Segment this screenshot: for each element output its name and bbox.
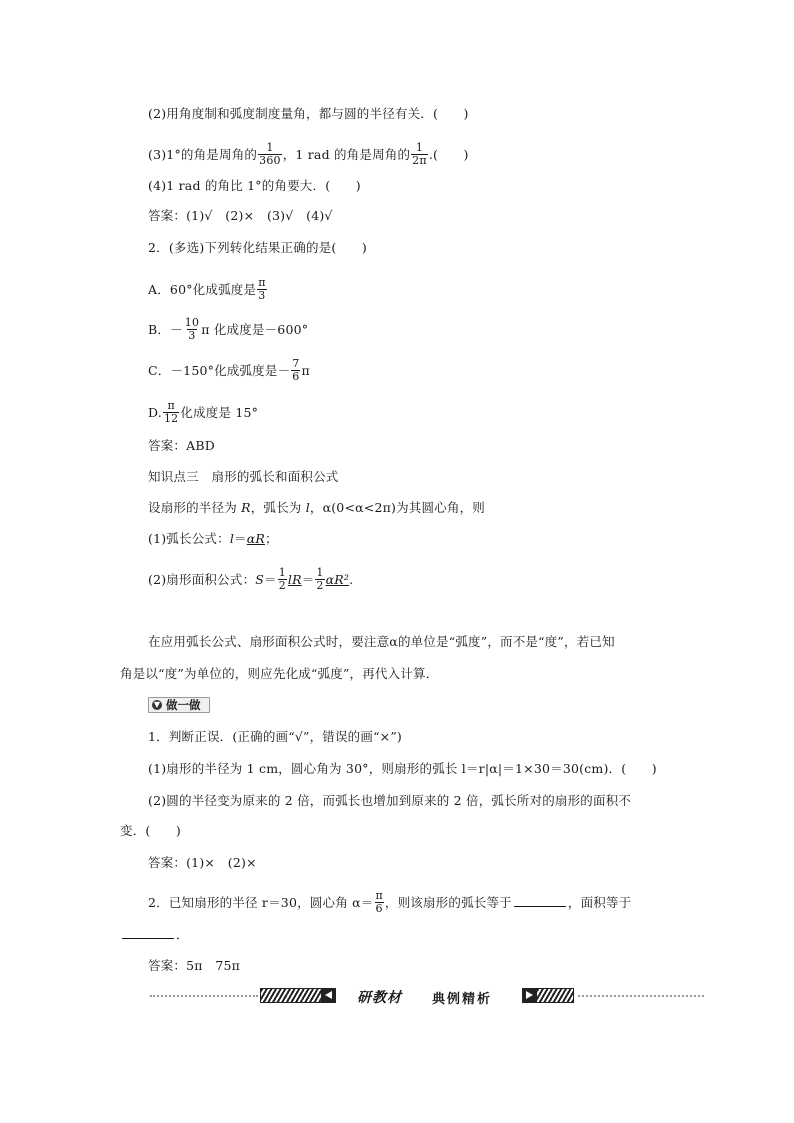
note-line-2: 角是以“度”为单位的，则应先化成“弧度”，再代入计算． — [120, 666, 439, 681]
knowledge-point-3: 知识点三 扇形的弧长和面积公式 — [148, 469, 339, 484]
option-a: A．60°化成弧度是 $\frac{\pi}{3}$ — [148, 276, 266, 302]
fraction-1-2: $\frac{1}{2}$ — [316, 566, 324, 592]
dotted-rule-right — [578, 995, 704, 997]
practice-statement-1: (1)扇形的半径为 1 cm，圆心角为 30°，则扇形的弧长 l＝r|α|＝1×30＝30(cm)．( ) — [148, 761, 657, 776]
stripe-bar-right — [536, 988, 574, 1003]
dotted-rule-left — [150, 995, 258, 997]
practice-statement-2-line-1: (2)圆的半径变为原来的 2 倍，而弧长也增加到原来的 2 倍，弧长所对的扇形的面积不 — [148, 793, 632, 808]
answer-3: 答案：(1)× (2)× — [148, 855, 257, 870]
fraction-pi-12: $\frac{\pi}{12}$ — [163, 399, 179, 425]
banner-subtitle: 典例精析 — [432, 992, 493, 1007]
arc-length-blank[interactable] — [514, 894, 566, 907]
chevron-left-icon — [322, 988, 336, 1003]
option-d: D. $\frac{\pi}{12}$ 化成度是 15° — [148, 399, 259, 425]
sector-area-formula: (2)扇形面积公式：S＝ $\frac{1}{2}$ lR＝ $\frac{1}{2}$ αR². — [148, 566, 354, 592]
practice-tag: ▼ 做一做 — [148, 697, 210, 713]
fraction-1-2pi: $\frac{1}{2\pi}$ — [412, 141, 427, 167]
note-line-1: 在应用弧长公式、扇形面积公式时，要注意α的单位是“弧度”，而不是“度”，若已知 — [148, 634, 615, 649]
fraction-10-3: $\frac{10}{3}$ — [184, 316, 200, 342]
option-c: C．－150°化成弧度是－ $\frac{7}{6}$ π — [148, 357, 310, 383]
banner-title: 研教材 — [357, 990, 402, 1006]
fraction-pi-3: $\frac{\pi}{3}$ — [258, 276, 266, 302]
practice-statement-2-line-2: 变．( ) — [120, 823, 181, 838]
answer-1: 答案：(1)√ (2)× (3)√ (4)√ — [148, 208, 333, 223]
problem-2: 2．(多选)下列转化结果正确的是( ) — [148, 240, 367, 255]
stripe-bar-left — [260, 988, 322, 1003]
sector-setup: 设扇形的半径为 R，弧长为 l，α(0<α<2π)为其圆心角，则 — [148, 500, 485, 515]
statement-2: (2)用角度制和弧度制度量角，都与圆的半径有关．( ) — [148, 106, 469, 121]
fraction-pi-6: $\frac{\pi}{6}$ — [375, 889, 383, 915]
answer-4: 答案：5π 75π — [148, 958, 241, 973]
practice-problem-1: 1．判断正误．(正确的画“√”，错误的画“×”) — [148, 729, 403, 744]
section-banner — [150, 985, 710, 1007]
fraction-7-6: $\frac{7}{6}$ — [292, 357, 300, 383]
answer-2: 答案：ABD — [148, 438, 215, 453]
area-blank[interactable] — [122, 926, 174, 939]
statement-4: (4)1 rad 的角比 1°的角要大．( ) — [148, 178, 361, 193]
arc-length-formula: (1)弧长公式：l＝αR； — [148, 531, 278, 546]
statement-3: (3)1°的角是周角的 $\frac{1}{360}$ ，1 rad 的角是周角的 $\frac{1}{2\pi}$ .( ) — [148, 141, 469, 167]
chevron-down-icon: ▼ — [153, 700, 161, 709]
practice-problem-2-line-2: ． — [120, 926, 189, 943]
fraction-1-2: $\frac{1}{2}$ — [278, 566, 286, 592]
fraction-1-360: $\frac{1}{360}$ — [259, 141, 281, 167]
option-b: B．－ $\frac{10}{3}$ π 化成度是－600° — [148, 316, 309, 342]
chevron-right-icon — [522, 988, 536, 1003]
practice-problem-2: 2．已知扇形的半径 r＝30，圆心角 α＝ $\frac{\pi}{6}$ ，则该扇形的弧长等于 ，面积等于 — [148, 889, 632, 915]
